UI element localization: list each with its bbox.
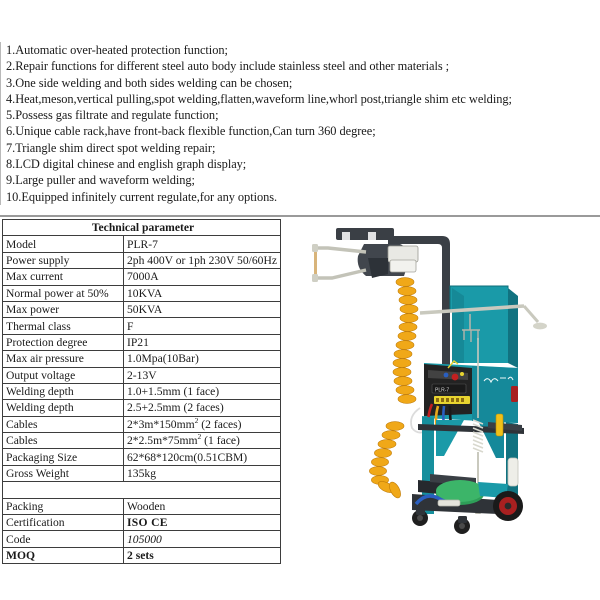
machine-upper-side <box>508 288 518 368</box>
feature-item: 9.Large puller and waveform welding; <box>6 173 195 188</box>
section-divider <box>0 215 600 217</box>
spec-key: Normal power at 50% <box>3 285 124 301</box>
moq-value: 2 sets <box>124 547 281 563</box>
moq-key: MOQ <box>3 547 124 563</box>
spec-value: 135kg <box>124 465 281 481</box>
table-row <box>3 433 281 449</box>
spec-value: IP21 <box>124 334 281 350</box>
spec-key: Gross Weight <box>3 465 124 481</box>
filter-bottle <box>508 458 518 486</box>
spacer-cell <box>3 482 281 498</box>
spec-key: Max air pressure <box>3 351 124 367</box>
square-unit-exponent: 2 <box>197 432 202 442</box>
spec-key: Output voltage <box>3 367 124 383</box>
table-row <box>3 416 281 432</box>
table-title: Technical parameter <box>3 220 281 236</box>
spec-value: Wooden <box>124 498 281 514</box>
spec-key: Cables <box>3 416 124 432</box>
cable-faces: (1 face) <box>201 434 240 448</box>
feature-item: 1.Automatic over-heated protection function; <box>6 43 228 57</box>
red-canister <box>511 386 518 402</box>
panel-model-text: PLR-7 <box>435 387 450 394</box>
square-unit-exponent: 2 <box>194 416 199 426</box>
table-row <box>3 351 281 367</box>
table-row <box>3 236 281 252</box>
spec-key: Power supply <box>3 252 124 268</box>
spot-welder-illustration <box>292 218 600 553</box>
cable-length: 2*3m*150mm <box>127 417 195 431</box>
feature-item: 6.Unique cable rack,have front-back flexible function,Can turn 360 degree; <box>6 124 376 139</box>
yellow-handle-tool <box>496 414 503 436</box>
spec-value: 2.5+2.5mm (2 faces) <box>124 400 281 416</box>
spec-value: 2-13V <box>124 367 281 383</box>
table-row <box>3 301 281 317</box>
electrode-tip <box>314 252 317 276</box>
table-row <box>3 318 281 334</box>
spec-value: 7000A <box>124 269 281 285</box>
spec-value <box>124 433 281 449</box>
panel-knob-yellow[interactable] <box>460 372 464 376</box>
spec-key: Max current <box>3 269 124 285</box>
technical-parameter-table <box>2 219 281 564</box>
product-photo <box>292 218 600 553</box>
spec-key: Max power <box>3 301 124 317</box>
feature-item: 5.Possess gas filtrate and regulate function; <box>6 108 219 123</box>
spec-key: Model <box>3 236 124 252</box>
cable-length: 2*2.5m*75mm <box>127 434 198 448</box>
spec-key: Welding depth <box>3 383 124 399</box>
spec-value: PLR-7 <box>124 236 281 252</box>
table-row-moq <box>3 547 281 563</box>
table-spacer-row <box>3 482 281 498</box>
spec-value: 1.0+1.5mm (1 face) <box>124 383 281 399</box>
panel-knob-blue[interactable] <box>444 373 449 378</box>
feature-item: 7.Triangle shim direct spot welding repair; <box>6 140 216 155</box>
spec-value: 2ph 400V or 1ph 230V 50/60Hz <box>124 252 281 268</box>
rail-end-disc <box>533 323 547 330</box>
table-header-row <box>3 220 281 236</box>
spec-value: 1.0Mpa(10Bar) <box>124 351 281 367</box>
table-row <box>3 531 281 547</box>
feature-item: 10.Equipped infinitely current regulate,for any options. <box>6 189 278 204</box>
spec-value: F <box>124 318 281 334</box>
spec-key: Packaging Size <box>3 449 124 465</box>
air-nozzle <box>438 500 460 506</box>
spec-value: 62*68*120cm(0.51CBM) <box>124 449 281 465</box>
table-row <box>3 383 281 399</box>
spec-key: Certification <box>3 515 124 531</box>
table-row <box>3 400 281 416</box>
spec-key: Welding depth <box>3 400 124 416</box>
cable-faces: (2 faces) <box>198 417 242 431</box>
spec-key: Code <box>3 531 124 547</box>
table-row <box>3 367 281 383</box>
spec-key: Cables <box>3 433 124 449</box>
spec-value <box>124 416 281 432</box>
table-row <box>3 449 281 465</box>
table-row <box>3 252 281 268</box>
spec-value: 50KVA <box>124 301 281 317</box>
spec-value: 10KVA <box>124 285 281 301</box>
feature-item: 8.LCD digital chinese and english graph display; <box>6 157 247 172</box>
feature-list <box>0 42 600 205</box>
table-row <box>3 334 281 350</box>
emergency-stop-button[interactable] <box>452 374 459 381</box>
spec-key: Packing <box>3 498 124 514</box>
feature-item: 3.One side welding and both sides welding can be chosen; <box>6 75 293 90</box>
spec-value: 105000 <box>124 531 281 547</box>
table-row <box>3 498 281 514</box>
feature-item: 2.Repair functions for different steel auto body include stainless steel and other materials ; <box>6 59 450 74</box>
feature-item: 4.Heat,meson,vertical pulling,spot welding,flatten,waveform line,whorl post,triangle shim etc welding; <box>6 91 512 106</box>
spec-value: ISO CE <box>124 515 281 531</box>
table-row <box>3 465 281 481</box>
table-row <box>3 269 281 285</box>
spec-key: Thermal class <box>3 318 124 334</box>
table-row <box>3 515 281 531</box>
spec-key: Protection degree <box>3 334 124 350</box>
table-row <box>3 285 281 301</box>
